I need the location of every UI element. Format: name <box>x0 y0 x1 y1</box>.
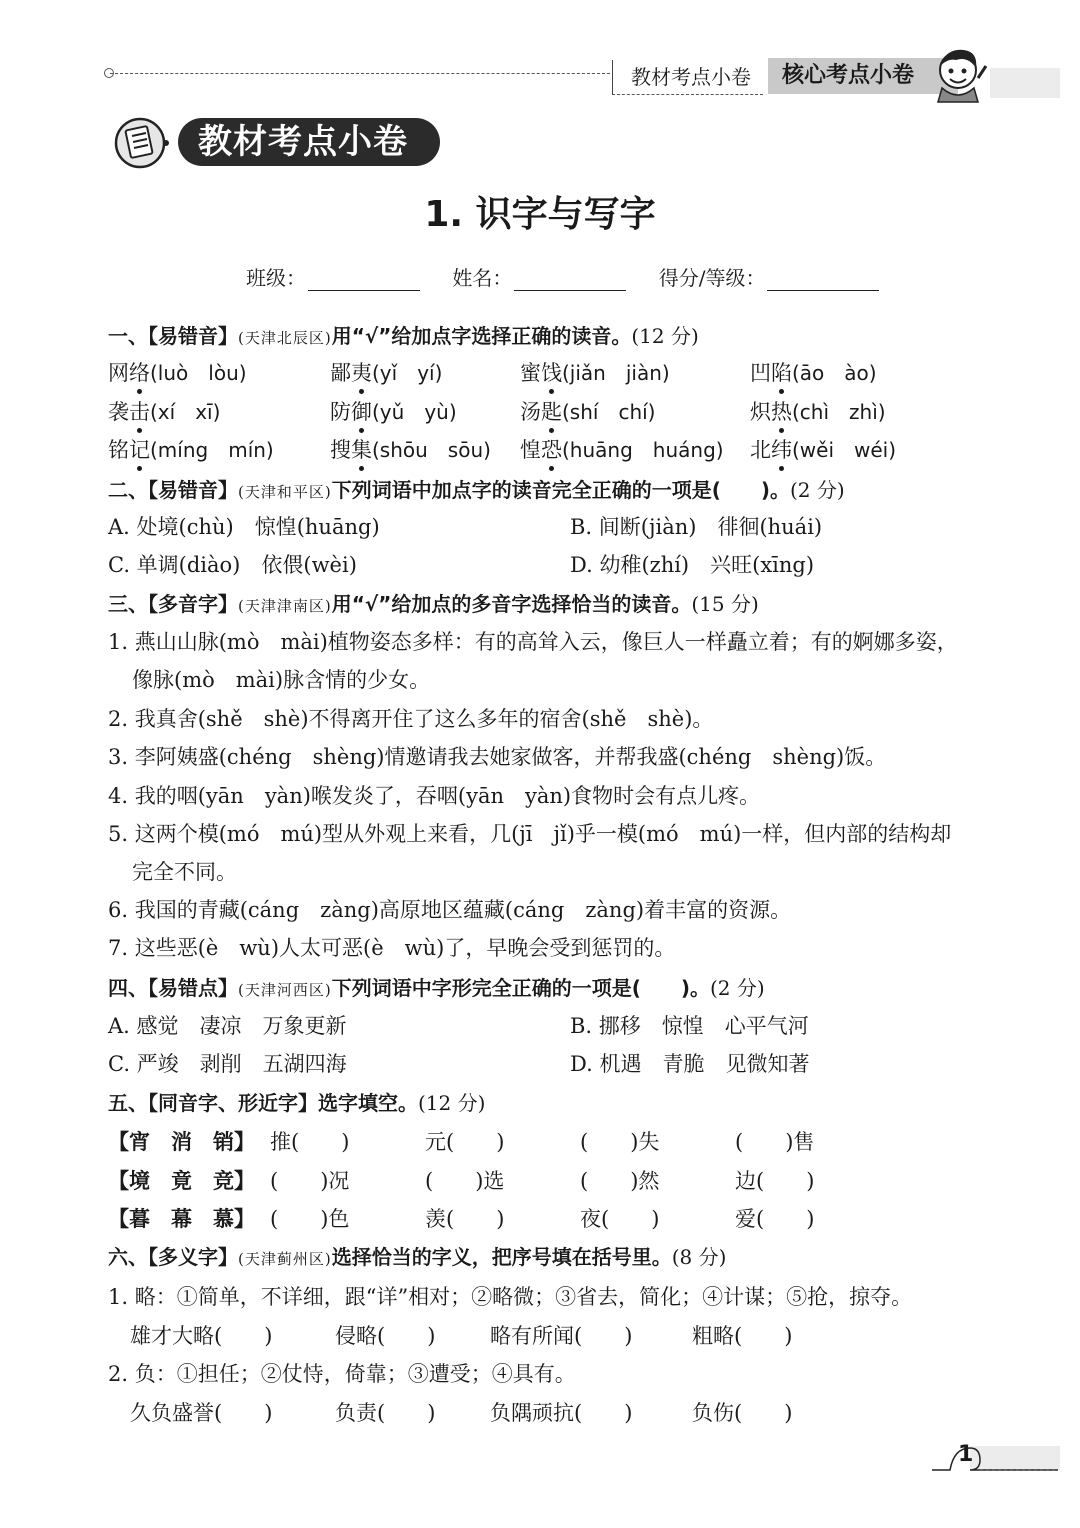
word-char: 凹 <box>750 361 771 385</box>
section-4-heading <box>108 972 765 1001</box>
section-1-source: (天津北辰区) <box>238 329 332 347</box>
dotted-char: 络 <box>129 357 150 387</box>
section-3-source: (天津津南区) <box>238 597 332 615</box>
score-label: 得分/等级： <box>658 266 766 290</box>
dotted-char: 记 <box>129 434 150 464</box>
dotted-char: 饯 <box>541 357 562 387</box>
page-title: 1. 识字与写字 <box>424 194 656 235</box>
word-char: 惶 <box>520 438 541 462</box>
section-5-task: 选字填空。 <box>318 1091 418 1115</box>
section-6-task: 选择恰当的字义，把序号填在括号里。 <box>331 1245 672 1269</box>
section-6-source: (天津蓟州区) <box>238 1250 332 1268</box>
mascot-icon <box>928 44 992 104</box>
fill-blank-item[interactable]: ( )失 <box>580 1130 660 1154</box>
header-band <box>990 68 1060 98</box>
pronunciation-item <box>520 357 670 387</box>
section-5-points: (12 分) <box>418 1091 486 1115</box>
meaning-fill-item[interactable]: 粗略( ) <box>692 1324 793 1348</box>
dotted-char: 夷 <box>351 357 372 387</box>
pinyin-choices[interactable]: (xí xī) <box>150 400 221 424</box>
char-group: 【宵 消 销】 <box>108 1129 255 1154</box>
fill-blank-item[interactable]: ( )售 <box>735 1130 815 1154</box>
meaning-fill-item[interactable]: 负隅顽抗( ) <box>490 1401 633 1425</box>
section-4-option-d: D. 机遇 青脆 见微知著 <box>570 1052 810 1076</box>
section-4-option-b: B. 挪移 惊惶 心平气河 <box>570 1014 809 1038</box>
fill-blank-item[interactable]: ( )选 <box>425 1169 505 1193</box>
pinyin-choices[interactable]: (chì zhì) <box>792 400 886 424</box>
section-3-line-7: 7. 这些恶(è wù)人太可恶(è wù)了，早晚会受到惩罚的。 <box>108 936 676 960</box>
section-2-tag: 二、【易错音】 <box>108 478 238 502</box>
pinyin-choices[interactable]: (āo ào) <box>792 361 877 385</box>
section-3-line-3: 3. 李阿姨盛(chéng shèng)情邀请我去她家做客，并帮我盛(chéng shèng)饭。 <box>108 745 887 769</box>
section-3-line-4: 4. 我的咽(yān yàn)喉发炎了，吞咽(yān yàn)食物时会有点儿疼。 <box>108 784 761 808</box>
section-3-line-1a: 1. 燕山山脉(mò mài)植物姿态多样：有的高耸入云，像巨人一样矗立着；有的婀娜多姿， <box>108 630 958 654</box>
section-3-line-5a: 5. 这两个模(mó mú)型从外观上来看，几(jī jǐ)乎一模(mó mú)一样，但内部的结构却 <box>108 822 952 846</box>
fill-blank-item[interactable]: 边( ) <box>735 1169 815 1193</box>
name-field[interactable] <box>514 270 626 291</box>
meaning-fill-item[interactable]: 负责( ) <box>335 1401 436 1425</box>
pronunciation-item <box>330 357 442 387</box>
class-label: 班级： <box>246 266 306 290</box>
word-char: 搜 <box>330 438 351 462</box>
word-char: 铭 <box>108 438 129 462</box>
section-4-option-c: C. 严竣 剥削 五湖四海 <box>108 1052 347 1076</box>
pronunciation-item <box>750 434 896 464</box>
section-2-option-a: A. 处境(chù) 惊惶(huāng) <box>108 515 380 539</box>
fill-blank-item[interactable]: 元( ) <box>425 1130 505 1154</box>
section-2-option-d: D. 幼稚(zhí) 兴旺(xīng) <box>570 553 815 577</box>
section-3-line-5b: 完全不同。 <box>132 860 237 884</box>
section-3-heading <box>108 588 759 617</box>
char-group: 【境 竟 竞】 <box>108 1168 255 1193</box>
pronunciation-item <box>330 434 491 464</box>
pronunciation-item <box>520 434 724 464</box>
section-5-tag: 五、【同音字、形近字】 <box>108 1091 318 1115</box>
pronunciation-item <box>750 357 877 387</box>
dotted-char: 御 <box>351 396 372 426</box>
dotted-char: 集 <box>351 434 372 464</box>
pinyin-choices[interactable]: (yǐ yí) <box>372 361 443 385</box>
section-3-points: (15 分) <box>691 592 759 616</box>
dotted-char: 热 <box>771 396 792 426</box>
section-6-tag: 六、【多义字】 <box>108 1245 238 1269</box>
pinyin-choices[interactable]: (wěi wéi) <box>792 438 897 462</box>
section-2-task: 下列词语中加点字的读音完全正确的一项是( )。 <box>331 478 790 502</box>
section-2-source: (天津和平区) <box>238 483 332 501</box>
pinyin-choices[interactable]: (yǔ yù) <box>372 400 457 424</box>
section-6-question-2: 2. 负：①担任；②仗恃，倚靠；③遭受；④具有。 <box>108 1362 576 1386</box>
section-2-heading <box>108 474 845 503</box>
banner-title: 教材考点小卷 <box>198 122 408 162</box>
pronunciation-item <box>108 357 247 387</box>
fill-blank-item[interactable]: 夜( ) <box>580 1207 660 1231</box>
dotted-char: 匙 <box>541 396 562 426</box>
word-char: 北 <box>750 438 771 462</box>
dotted-char: 击 <box>129 396 150 426</box>
meaning-fill-item[interactable]: 雄才大略( ) <box>130 1324 273 1348</box>
meaning-fill-item[interactable]: 负伤( ) <box>692 1401 793 1425</box>
pinyin-choices[interactable]: (shōu sōu) <box>372 438 491 462</box>
word-char: 蜜 <box>520 361 541 385</box>
section-1-heading <box>108 320 699 349</box>
meaning-fill-item[interactable]: 久负盛誉( ) <box>130 1401 273 1425</box>
pronunciation-item <box>520 396 656 426</box>
meaning-fill-item[interactable]: 略有所闻( ) <box>490 1324 633 1348</box>
section-3-line-2: 2. 我真舍(shě shè)不得离开住了这么多年的宿舍(shě shè)。 <box>108 707 714 731</box>
section-4-points: (2 分) <box>710 976 765 1000</box>
section-3-line-6: 6. 我国的青藏(cáng zàng)高原地区蕴藏(cáng zàng)着丰富的资源。 <box>108 898 792 922</box>
section-6-question-1: 1. 略：①简单，不详细，跟“详”相对；②略微；③省去，简化；④计谋；⑤抢，掠夺。 <box>108 1285 913 1309</box>
section-1-points: (12 分) <box>631 324 699 348</box>
pinyin-choices[interactable]: (shí chí) <box>562 400 656 424</box>
section-4-option-a: A. 感觉 凄凉 万象更新 <box>108 1014 347 1038</box>
page-number: 1 <box>958 1442 974 1467</box>
section-6-points: (8 分) <box>671 1245 727 1269</box>
word-char: 炽 <box>750 400 771 424</box>
section-3-task: 用“√”给加点的多音字选择恰当的读音。 <box>331 592 692 616</box>
header-dashed-line <box>110 73 610 74</box>
section-3-tag: 三、【多音字】 <box>108 592 238 616</box>
section-2-points: (2 分) <box>790 478 845 502</box>
fill-blank-item[interactable]: ( )况 <box>270 1169 350 1193</box>
word-char: 汤 <box>520 400 541 424</box>
pinyin-choices[interactable]: (huāng huáng) <box>562 438 724 462</box>
section-4-task: 下列词语中字形完全正确的一项是( )。 <box>331 976 710 1000</box>
pronunciation-item <box>330 396 457 426</box>
dotted-char: 纬 <box>771 434 792 464</box>
header-tab-textbook: 教材考点小卷 <box>612 60 763 95</box>
notebook-icon <box>112 116 172 170</box>
pronunciation-item <box>108 396 220 426</box>
word-char: 网 <box>108 361 129 385</box>
section-1-task: 用“√”给加点字选择正确的读音。 <box>331 324 632 348</box>
word-char: 鄙 <box>330 361 351 385</box>
student-info <box>246 262 905 291</box>
page-number-tab <box>930 1444 1060 1474</box>
fill-blank-item[interactable]: ( )色 <box>270 1207 350 1231</box>
word-char: 防 <box>330 400 351 424</box>
dotted-char: 恐 <box>541 434 562 464</box>
pronunciation-item <box>108 434 274 464</box>
meaning-fill-item[interactable]: 侵略( ) <box>335 1324 436 1348</box>
name-label: 姓名： <box>452 266 513 290</box>
char-group: 【暮 幕 慕】 <box>108 1206 255 1231</box>
class-field[interactable] <box>308 270 420 291</box>
section-6-heading <box>108 1241 726 1270</box>
word-char: 袭 <box>108 400 129 424</box>
section-1-tag: 一、【易错音】 <box>108 324 238 348</box>
section-5-heading <box>108 1087 485 1116</box>
pinyin-choices[interactable]: (míng mín) <box>150 438 274 462</box>
section-2-option-b: B. 间断(jiàn) 徘徊(huái) <box>570 515 823 539</box>
fill-blank-item[interactable]: 爱( ) <box>735 1207 815 1231</box>
pinyin-choices[interactable]: (luò lòu) <box>150 361 247 385</box>
header-tab-core: 核心考点小卷 <box>768 58 958 94</box>
fill-blank-item[interactable]: 羡( ) <box>425 1207 505 1231</box>
fill-blank-item[interactable]: ( )然 <box>580 1169 660 1193</box>
pronunciation-item <box>750 396 886 426</box>
section-3-line-1b: 像脉(mò mài)脉含情的少女。 <box>132 668 431 692</box>
section-4-tag: 四、【易错点】 <box>108 976 238 1000</box>
fill-blank-item[interactable]: 推( ) <box>270 1130 350 1154</box>
section-4-source: (天津河西区) <box>238 981 332 999</box>
dotted-char: 陷 <box>771 357 792 387</box>
section-2-option-c: C. 单调(diào) 依偎(wèi) <box>108 553 357 577</box>
score-field[interactable] <box>767 270 879 291</box>
pinyin-choices[interactable]: (jiǎn jiàn) <box>562 361 670 385</box>
